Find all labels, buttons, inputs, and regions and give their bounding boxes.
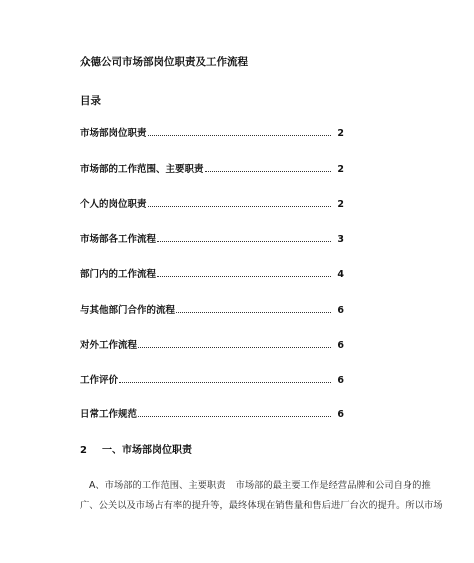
toc-entry-label: 部门内的工作流程 — [80, 269, 157, 280]
toc-entry-page: 6 — [337, 375, 344, 386]
document-title: 众德公司市场部岗位职责及工作流程 — [80, 56, 248, 68]
toc-entry-label: 市场部的工作范围、主要职责 — [80, 164, 204, 175]
toc-entry[interactable] — [80, 302, 344, 316]
toc-entry-label: 市场部各工作流程 — [80, 234, 157, 245]
section-heading — [80, 441, 192, 456]
section-title: 一、市场部岗位职责 — [102, 445, 192, 456]
toc-entry-page: 2 — [337, 199, 344, 210]
toc-entry[interactable] — [80, 266, 344, 280]
toc-leader-dots — [157, 241, 331, 242]
toc-entry-page: 2 — [337, 164, 344, 175]
toc-leader-dots — [138, 347, 331, 348]
toc-leader-dots — [157, 276, 331, 277]
toc-entry-label: 个人的岗位职责 — [80, 199, 147, 210]
toc-entry[interactable] — [80, 161, 344, 175]
toc-entry-page: 6 — [337, 409, 344, 420]
toc-entry[interactable] — [80, 196, 344, 210]
section-number: 2 — [80, 445, 87, 456]
toc-leader-dots — [148, 206, 331, 207]
toc-leader-dots — [205, 171, 331, 172]
toc-entry-page: 6 — [337, 305, 344, 316]
paragraph-line — [80, 497, 443, 511]
toc-entry-page: 6 — [337, 340, 344, 351]
toc-entry-page: 2 — [337, 128, 344, 139]
toc-entry[interactable] — [80, 231, 344, 245]
toc-leader-dots — [148, 135, 331, 136]
toc-entry-label: 对外工作流程 — [80, 340, 138, 351]
paragraph-text: 市场部的最主要工作是经营品牌和公司自身的推 — [235, 480, 431, 491]
toc-entry-label: 工作评价 — [80, 375, 119, 386]
toc-heading: 目录 — [80, 95, 101, 107]
toc-entry-page: 3 — [337, 234, 344, 245]
paragraph-subheading: A、市场部的工作范围、主要职责 — [89, 480, 226, 491]
toc-entry[interactable] — [80, 337, 344, 351]
toc-entry-page: 4 — [337, 269, 344, 280]
paragraph-line — [89, 477, 431, 491]
toc-leader-dots — [138, 416, 331, 417]
toc-entry[interactable] — [80, 372, 344, 386]
toc-entry-label: 与其他部门合作的流程 — [80, 305, 176, 316]
toc-entry-label: 日常工作规范 — [80, 409, 138, 420]
toc-entry[interactable] — [80, 125, 344, 139]
paragraph-text: 广、公关以及市场占有率的提升等，最终体现在销售量和售后进厂台次的提升。所以市场 — [80, 500, 443, 511]
toc-entry[interactable] — [80, 406, 344, 420]
toc-leader-dots — [176, 312, 331, 313]
toc-leader-dots — [119, 382, 331, 383]
toc-entry-label: 市场部岗位职责 — [80, 128, 147, 139]
